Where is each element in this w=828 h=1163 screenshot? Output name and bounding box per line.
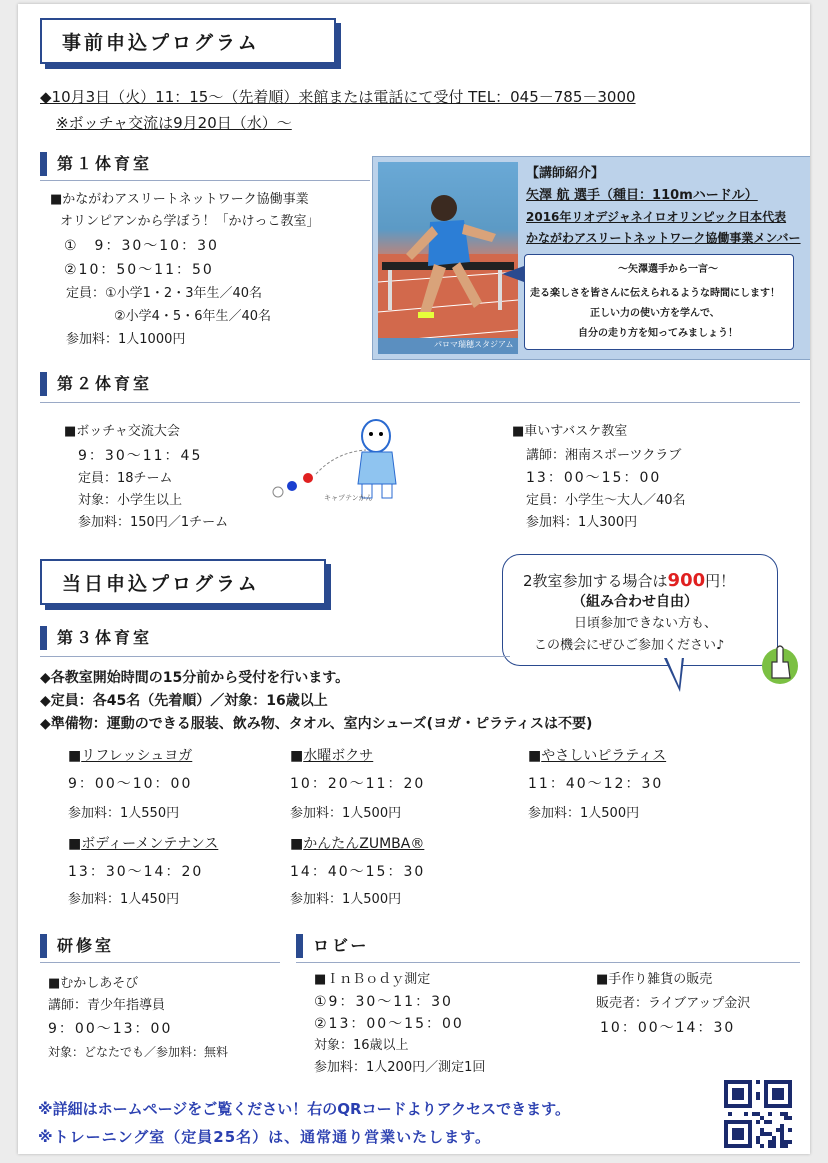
class-time-3: 13：30～14：20 xyxy=(68,864,204,880)
inbody-line-0: ■ＩｎＢｏｄｙ測定 xyxy=(314,972,431,987)
basket-line-4: 参加料：1人300円 xyxy=(526,515,638,530)
crafts-line-2: 10：00～14：30 xyxy=(600,1020,736,1036)
gym3-note-2: ◆準備物：運動のできる服装、飲み物、タオル、室内シューズ(ヨガ・ピラティスは不要) xyxy=(40,716,593,732)
class-fee-0: 参加料：1人550円 xyxy=(68,806,180,821)
lobby-title: ロビー xyxy=(296,934,369,958)
class-time-4: 14：40～15：30 xyxy=(290,864,426,880)
bubble-text-a: 2教室参加する場合は xyxy=(523,572,668,590)
crafts-line-1: 販売者：ライブアップ金沢 xyxy=(596,996,751,1011)
instructor-line-0: 矢澤 航 選手（種目：110mハードル） xyxy=(526,188,758,203)
crafts-line-0: ■手作り雑貨の販売 xyxy=(596,972,713,987)
gym2-rule xyxy=(40,402,800,403)
training-rule xyxy=(40,962,280,963)
gym3-note-1: ◆定員：各45名（先着順）／対象：16歳以上 xyxy=(40,693,328,709)
instructor-message-0: 走る楽しさを皆さんに伝えられるような時間にします！ xyxy=(530,288,780,299)
bubble-line-2: （組み合わせ自由） xyxy=(572,594,698,610)
bubble-tail-inner xyxy=(666,656,682,686)
gym1-item-1: オリンピアンから学ぼう！「かけっこ教室」 xyxy=(60,214,320,229)
gym2-title: 第２体育室 xyxy=(40,372,152,396)
instructor-message-1: 正しい力の使い方を学んで、 xyxy=(590,308,720,319)
class-name-1-text: 水曜ボクサ xyxy=(303,748,374,764)
class-fee-1: 参加料：1人500円 xyxy=(290,806,402,821)
inbody-line-4: 参加料：1人200円／測定1回 xyxy=(314,1060,486,1075)
class-time-2: 11：40～12：30 xyxy=(528,776,664,792)
training-line-3: 対象：どなたでも／参加料：無料 xyxy=(48,1045,229,1059)
class-name-3-text: ボディーメンテナンス xyxy=(81,836,219,852)
basket-line-0: ■車いすバスケ教室 xyxy=(512,424,628,439)
gym1-item-6: 参加料：1人1000円 xyxy=(66,332,186,347)
training-line-0: ■むかしあそび xyxy=(48,976,139,991)
gym3-title: 第３体育室 xyxy=(40,626,152,650)
bubble-line-1 xyxy=(523,570,735,592)
basket-line-1: 講師：湘南スポーツクラブ xyxy=(526,448,682,463)
boccia-reception-line: ※ボッチャ交流は9月20日（水）～ xyxy=(56,114,292,132)
inbody-line-3: 対象：16歳以上 xyxy=(314,1038,409,1053)
gym3-rule xyxy=(40,656,510,657)
class-name-2: ■やさしいピラティス xyxy=(528,748,667,764)
class-time-0: 9：00～10：00 xyxy=(68,776,193,792)
gym1-item-2: ① 9：30～10：30 xyxy=(64,238,219,254)
instructor-line-2: かながわアスリートネットワーク協働事業メンバー xyxy=(526,231,801,245)
class-name-3: ■ボディーメンテナンス xyxy=(68,836,219,852)
inbody-line-1: ①9：30～11：30 xyxy=(314,994,453,1010)
mascot-caption: キャプテンかん xyxy=(324,494,373,502)
gym1-item-0: ■かながわアスリートネットワーク協働事業 xyxy=(50,192,309,207)
instructor-head: 【講師紹介】 xyxy=(526,166,605,181)
gym1-item-4: 定員：①小学1・2・3年生／40名 xyxy=(66,286,263,301)
class-fee-3: 参加料：1人450円 xyxy=(68,892,180,907)
class-fee-4: 参加料：1人500円 xyxy=(290,892,402,907)
footer-line-1: ※詳細はホームページをご覧ください！右のQRコードよりアクセスできます。 xyxy=(38,1100,570,1118)
bubble-price: 900 xyxy=(667,570,706,591)
boccia-line-3: 対象：小学生以上 xyxy=(78,493,183,508)
gym1-item-5: ②小学4・5・6年生／40名 xyxy=(114,309,272,324)
gym1-rule xyxy=(40,180,370,181)
boccia-line-4: 参加料：150円／1チーム xyxy=(78,515,229,530)
instructor-message-head: ～矢澤選手から一言～ xyxy=(618,264,718,275)
training-line-2: 9：00～13：00 xyxy=(48,1021,173,1037)
training-line-1: 講師：青少年指導員 xyxy=(48,998,166,1013)
message-pointer xyxy=(502,266,524,282)
photo-caption: パロマ瑞穂スタジアム xyxy=(434,340,514,349)
bubble-line-3: 日頃参加できない方も、 xyxy=(574,616,718,631)
sameday-program-title: 当日申込プログラム xyxy=(40,559,326,605)
boccia-line-2: 定員：18チーム xyxy=(78,471,173,486)
basket-line-2: 13：00～15：00 xyxy=(526,470,662,486)
basket-line-3: 定員：小学生～大人／40名 xyxy=(526,493,686,508)
hurdler-photo xyxy=(378,162,518,354)
instructor-line-1: 2016年リオデジャネイロオリンピック日本代表 xyxy=(526,210,787,224)
boccia-line-0: ■ボッチャ交流大会 xyxy=(64,424,180,439)
advance-reception-line: ◆10月3日（火）11：15～（先着順）来館または電話にて受付 TEL：045－785－3000 xyxy=(40,88,636,106)
class-name-0-text: リフレッシュヨガ xyxy=(81,748,193,764)
class-name-4: ■かんたんZUMBA® xyxy=(290,836,425,852)
class-name-0: ■リフレッシュヨガ xyxy=(68,748,193,764)
bubble-text-c: 円！ xyxy=(705,572,736,590)
inbody-line-2: ②13：00～15：00 xyxy=(314,1016,464,1032)
advance-program-title: 事前申込プログラム xyxy=(40,18,336,64)
gym3-note-0: ◆各教室開始時間の15分前から受付を行います。 xyxy=(40,670,350,686)
bubble-line-4: この機会にぜひご参加ください♪ xyxy=(534,638,725,653)
class-fee-2: 参加料：1人500円 xyxy=(528,806,640,821)
training-room-title: 研修室 xyxy=(40,934,114,958)
footer-line-2: ※トレーニング室（定員25名）は、通常通り営業いたします。 xyxy=(38,1128,491,1146)
flyer-page xyxy=(18,4,810,1154)
instructor-message-2: 自分の走り方を知ってみましょう！ xyxy=(578,328,738,339)
class-name-4-text: かんたんZUMBA® xyxy=(303,836,425,852)
boccia-line-1: 9：30～11：45 xyxy=(78,448,203,464)
gym1-item-3: ②10：50～11：50 xyxy=(64,262,214,278)
class-name-1: ■水曜ボクサ xyxy=(290,748,374,764)
pointing-hand-icon xyxy=(760,640,800,686)
lobby-rule xyxy=(296,962,800,963)
class-time-1: 10：20～11：20 xyxy=(290,776,426,792)
class-name-2-text: やさしいピラティス xyxy=(541,748,667,764)
gym1-title: 第１体育室 xyxy=(40,152,152,176)
qr-code-icon xyxy=(724,1080,792,1148)
